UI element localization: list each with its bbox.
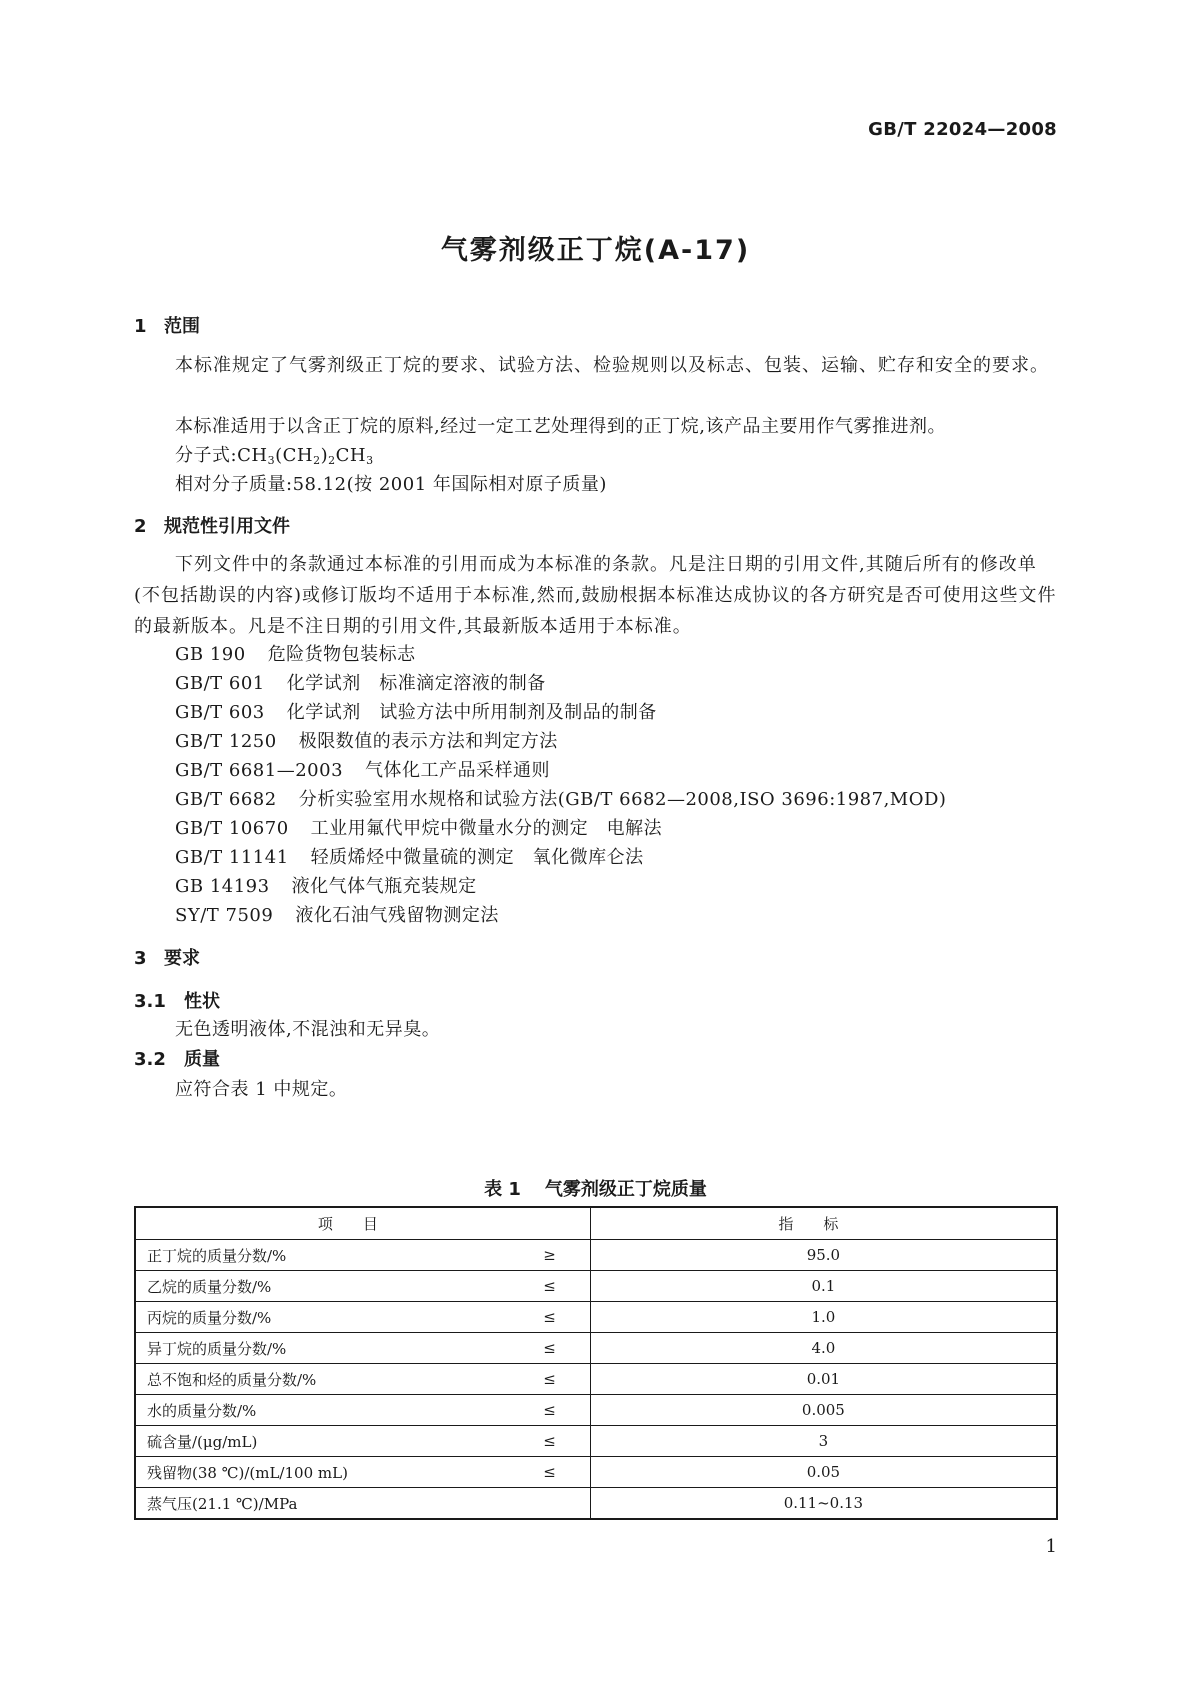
- scope-paragraph-2: 本标准适用于以含正丁烷的原料,经过一定工艺处理得到的正丁烷,该产品主要用作气雾推进剂。: [175, 416, 946, 437]
- subsection-3-2-heading: [134, 1045, 220, 1071]
- item-label: 硫含量/(μg/mL): [147, 1432, 258, 1451]
- item-cell: [135, 1271, 590, 1302]
- reference-title: 分析实验室用水规格和试验方法(GB/T 6682—2008,ISO 3696:1987,MOD): [298, 789, 947, 810]
- value-cell: 95.0: [590, 1240, 1057, 1271]
- table-caption-number: 表 1: [484, 1179, 521, 1200]
- subsection-number: 3.1: [134, 991, 166, 1012]
- comparison-operator: ≤: [543, 1339, 556, 1357]
- formula-subscript: 2: [328, 454, 336, 467]
- reference-title: 液化石油气残留物测定法: [295, 905, 499, 926]
- header-item: 项目: [135, 1207, 590, 1240]
- item-label: 异丁烷的质量分数/%: [147, 1339, 287, 1358]
- reference-item: [175, 669, 546, 695]
- reference-title: 化学试剂 试验方法中所用制剂及制品的制备: [286, 702, 657, 723]
- item-label: 总不饱和烃的质量分数/%: [147, 1370, 317, 1389]
- section-3-heading: [134, 944, 200, 970]
- value-cell: 0.1: [590, 1271, 1057, 1302]
- document-title: 气雾剂级正丁烷(A-17): [440, 235, 751, 266]
- table-row: [135, 1240, 1057, 1271]
- formula-label: 分子式:: [175, 445, 238, 466]
- reference-title: 工业用氟代甲烷中微量水分的测定 电解法: [310, 818, 663, 839]
- table-row: [135, 1364, 1057, 1395]
- formula-part: CH: [335, 445, 367, 466]
- reference-code: GB/T 11141: [175, 847, 289, 868]
- header-indicator: 指标: [590, 1207, 1057, 1240]
- references-paragraph: 下列文件中的条款通过本标准的引用而成为本标准的条款。凡是注日期的引用文件,其随后所有的修改单(不包括勘误的内容)或修订版均不适用于本标准,然而,鼓励根据本标准达成协议的各方研究是否可使用这些文件的最新版本。凡是不注日期的引用文件,其最新版本适用于本标准。: [134, 554, 1057, 637]
- value-cell: 0.01: [590, 1364, 1057, 1395]
- reference-title: 极限数值的表示方法和判定方法: [298, 731, 558, 752]
- quality-table: [134, 1206, 1058, 1520]
- reference-title: 轻质烯烃中微量硫的测定 氧化微库仑法: [310, 847, 644, 868]
- reference-title: 气体化工产品采样通则: [365, 760, 551, 781]
- table-caption: [0, 1175, 1191, 1201]
- reference-code: GB/T 10670: [175, 818, 289, 839]
- value-cell: 0.005: [590, 1395, 1057, 1426]
- section-1-heading: [134, 312, 200, 338]
- item-label: 乙烷的质量分数/%: [147, 1277, 272, 1296]
- reference-code: GB/T 1250: [175, 731, 277, 752]
- comparison-operator: ≤: [543, 1370, 556, 1388]
- reference-code: SY/T 7509: [175, 905, 274, 926]
- value-cell: 4.0: [590, 1333, 1057, 1364]
- formula-part: (CH: [275, 445, 314, 466]
- item-cell: [135, 1240, 590, 1271]
- reference-item: [175, 727, 558, 753]
- table-row: [135, 1333, 1057, 1364]
- reference-item: [175, 814, 662, 840]
- subsection-number: 3.2: [134, 1049, 166, 1070]
- page-number: 1: [1045, 1536, 1057, 1557]
- comparison-operator: ≤: [543, 1401, 556, 1419]
- comparison-operator: ≤: [543, 1308, 556, 1326]
- section-title: 规范性引用文件: [164, 516, 290, 537]
- section-2-heading: [134, 512, 290, 538]
- table-row: [135, 1302, 1057, 1333]
- table-row: [135, 1457, 1057, 1488]
- reference-code: GB/T 6682: [175, 789, 277, 810]
- item-label: 蒸气压(21.1 ℃)/MPa: [147, 1494, 298, 1513]
- scope-paragraph-1: 本标准规定了气雾剂级正丁烷的要求、试验方法、检验规则以及标志、包装、运输、贮存和安全的要求。: [175, 355, 1049, 376]
- item-label: 水的质量分数/%: [147, 1401, 257, 1420]
- formula-part: CH: [237, 445, 268, 466]
- reference-item: [175, 640, 416, 666]
- subsection-title: 质量: [184, 1049, 220, 1070]
- table-row: [135, 1271, 1057, 1302]
- molecular-formula: [175, 441, 374, 467]
- comparison-operator: ≤: [543, 1463, 556, 1481]
- item-cell: [135, 1364, 590, 1395]
- comparison-operator: ≤: [543, 1277, 556, 1295]
- reference-title: 化学试剂 标准滴定溶液的制备: [286, 673, 546, 694]
- value-cell: 1.0: [590, 1302, 1057, 1333]
- comparison-operator: ≥: [543, 1246, 556, 1264]
- reference-title: 液化气体气瓶充装规定: [291, 876, 477, 897]
- section-title: 范围: [164, 316, 200, 337]
- reference-code: GB/T 603: [175, 702, 265, 723]
- value-cell: 0.05: [590, 1457, 1057, 1488]
- quality-text: 应符合表 1 中规定。: [175, 1079, 348, 1100]
- item-cell: [135, 1457, 590, 1488]
- value-cell: 0.11~0.13: [590, 1488, 1057, 1520]
- standard-number: GB/T 22024—2008: [868, 119, 1057, 140]
- reference-item: [175, 843, 644, 869]
- item-cell: [135, 1395, 590, 1426]
- item-cell: [135, 1426, 590, 1457]
- item-label: 正丁烷的质量分数/%: [147, 1246, 287, 1265]
- appearance-text: 无色透明液体,不混浊和无异臭。: [175, 1019, 441, 1040]
- reference-item: [175, 872, 477, 898]
- formula-subscript: 3: [267, 454, 276, 467]
- table-row: [135, 1488, 1057, 1520]
- reference-code: GB/T 601: [175, 673, 265, 694]
- section-number: 3: [134, 948, 147, 969]
- table-caption-title: 气雾剂级正丁烷质量: [544, 1179, 707, 1200]
- reference-item: [175, 785, 946, 811]
- table-row: [135, 1395, 1057, 1426]
- subsection-3-1-heading: [134, 987, 220, 1013]
- subsection-title: 性状: [184, 991, 220, 1012]
- section-title: 要求: [164, 948, 200, 969]
- table-row: [135, 1426, 1057, 1457]
- comparison-operator: ≤: [543, 1432, 556, 1450]
- item-cell: [135, 1302, 590, 1333]
- formula-subscript: 2: [313, 454, 321, 467]
- reference-title: 危险货物包装标志: [267, 644, 416, 665]
- table-header-row: [135, 1207, 1057, 1240]
- formula-part: ): [320, 445, 329, 466]
- reference-code: GB 14193: [175, 876, 270, 897]
- section-number: 1: [134, 316, 147, 337]
- section-number: 2: [134, 516, 147, 537]
- item-label: 丙烷的质量分数/%: [147, 1308, 272, 1327]
- item-cell: [135, 1488, 590, 1520]
- reference-item: [175, 901, 499, 927]
- value-cell: 3: [590, 1426, 1057, 1457]
- item-cell: [135, 1333, 590, 1364]
- item-label: 残留物(38 ℃)/(mL/100 mL): [147, 1463, 348, 1482]
- reference-item: [175, 698, 657, 724]
- formula-subscript: 3: [366, 454, 374, 467]
- reference-item: [175, 756, 550, 782]
- molecular-mass: 相对分子质量:58.12(按 2001 年国际相对原子质量): [175, 474, 607, 495]
- reference-code: GB/T 6681—2003: [175, 760, 344, 781]
- reference-code: GB 190: [175, 644, 246, 665]
